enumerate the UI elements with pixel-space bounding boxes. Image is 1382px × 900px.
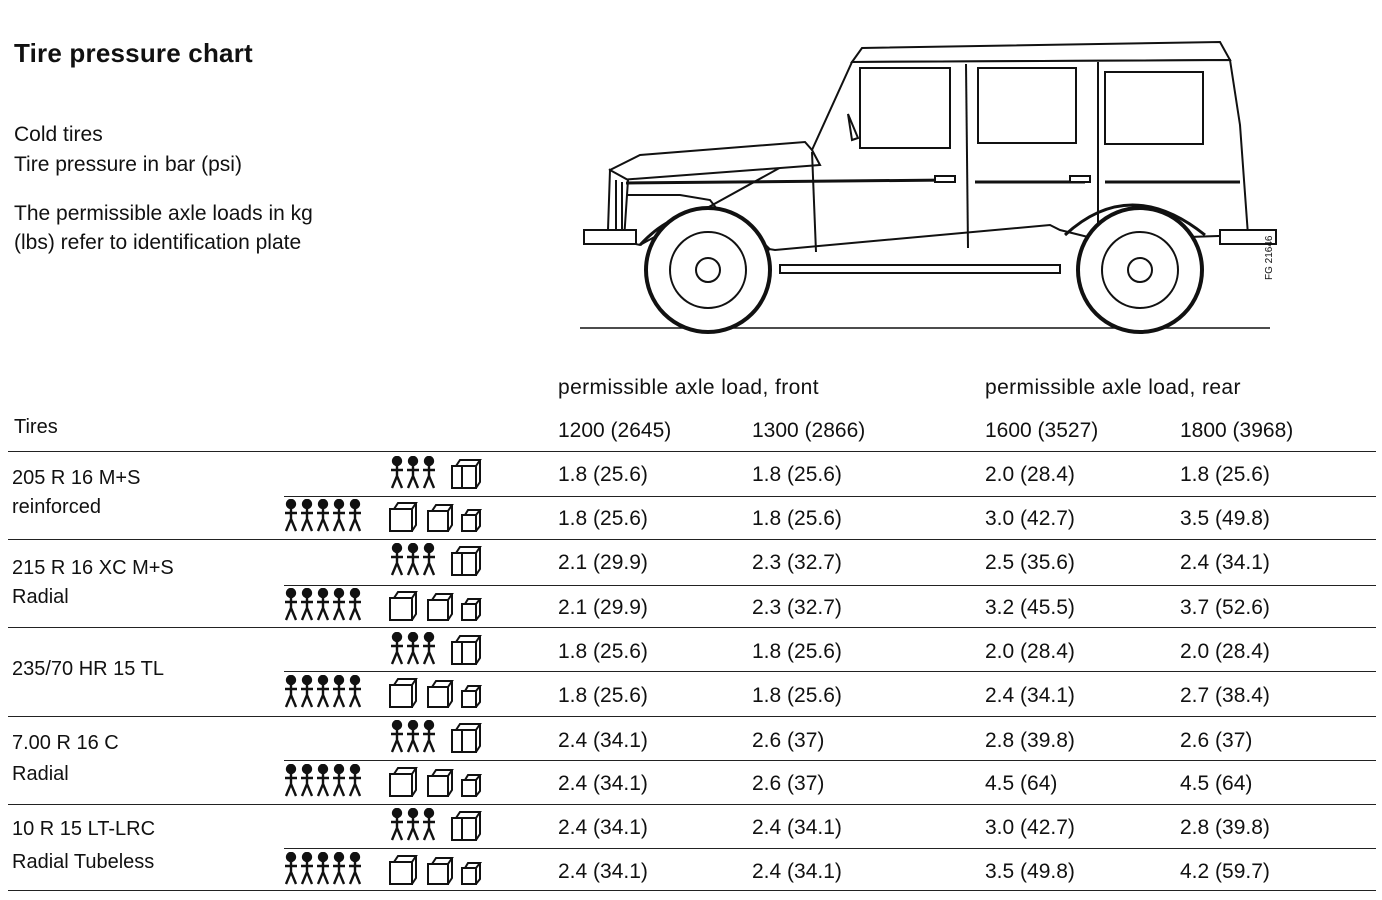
five-persons-three-suitcases-icon — [284, 675, 484, 709]
pressure-cell: 2.6 (37) — [752, 729, 825, 752]
intro-axle-note-2: (lbs) refer to identification plate — [14, 231, 302, 254]
vehicle-illustration — [580, 30, 1280, 335]
pressure-cell: 2.0 (28.4) — [985, 463, 1075, 486]
pressure-cell: 2.1 (29.9) — [558, 551, 648, 574]
table-rule — [284, 848, 1376, 849]
pressure-cell: 1.8 (25.6) — [558, 507, 648, 530]
tire-subname: reinforced — [12, 496, 101, 518]
three-persons-one-suitcase-icon — [390, 808, 486, 842]
pressure-cell: 3.5 (49.8) — [1180, 507, 1270, 530]
table-rule — [8, 539, 1376, 540]
pressure-cell: 3.2 (45.5) — [985, 596, 1075, 619]
pressure-cell: 2.7 (38.4) — [1180, 684, 1270, 707]
tire-name: 7.00 R 16 C — [12, 732, 119, 754]
intro-pressure-unit: Tire pressure in bar (psi) — [14, 153, 242, 176]
pressure-cell: 2.4 (34.1) — [558, 860, 648, 883]
tire-name: 215 R 16 XC M+S — [12, 557, 174, 579]
three-persons-one-suitcase-icon — [390, 632, 486, 666]
tire-subname: Radial — [12, 586, 69, 608]
pressure-cell: 3.0 (42.7) — [985, 507, 1075, 530]
pressure-cell: 1.8 (25.6) — [1180, 463, 1270, 486]
col-header-rear-1600: 1600 (3527) — [985, 419, 1099, 442]
figure-code: FG 21646 — [1264, 235, 1275, 280]
table-rule — [284, 496, 1376, 497]
five-persons-three-suitcases-icon — [284, 852, 484, 886]
pressure-cell: 2.6 (37) — [1180, 729, 1253, 752]
pressure-cell: 1.8 (25.6) — [558, 463, 648, 486]
pressure-cell: 2.0 (28.4) — [1180, 640, 1270, 663]
three-persons-one-suitcase-icon — [390, 543, 486, 577]
pressure-cell: 2.5 (35.6) — [985, 551, 1075, 574]
pressure-cell: 3.0 (42.7) — [985, 816, 1075, 839]
pressure-cell: 2.0 (28.4) — [985, 640, 1075, 663]
col-header-front-1300: 1300 (2866) — [752, 419, 866, 442]
pressure-cell: 2.6 (37) — [752, 772, 825, 795]
tires-column-header: Tires — [14, 416, 58, 438]
pressure-cell: 2.3 (32.7) — [752, 596, 842, 619]
pressure-cell: 2.4 (34.1) — [558, 816, 648, 839]
pressure-cell: 2.1 (29.9) — [558, 596, 648, 619]
five-persons-three-suitcases-icon — [284, 764, 484, 798]
tire-subname: Radial Tubeless — [12, 851, 155, 873]
rear-axle-header: permissible axle load, rear — [985, 376, 1241, 399]
pressure-cell: 4.2 (59.7) — [1180, 860, 1270, 883]
pressure-cell: 2.4 (34.1) — [558, 729, 648, 752]
tire-name: 10 R 15 LT-LRC — [12, 818, 156, 840]
table-rule — [284, 760, 1376, 761]
table-rule — [8, 451, 1376, 452]
front-axle-header: permissible axle load, front — [558, 376, 819, 399]
pressure-cell: 4.5 (64) — [1180, 772, 1253, 795]
pressure-cell: 2.4 (34.1) — [1180, 551, 1270, 574]
pressure-cell: 1.8 (25.6) — [558, 640, 648, 663]
table-rule — [8, 890, 1376, 891]
intro-cold-tires: Cold tires — [14, 123, 103, 146]
tire-name: 205 R 16 M+S — [12, 467, 141, 489]
pressure-cell: 2.8 (39.8) — [985, 729, 1075, 752]
pressure-cell: 2.4 (34.1) — [752, 816, 842, 839]
table-rule — [284, 671, 1376, 672]
col-header-front-1200: 1200 (2645) — [558, 419, 672, 442]
pressure-cell: 1.8 (25.6) — [752, 684, 842, 707]
tire-name: 235/70 HR 15 TL — [12, 658, 164, 680]
pressure-cell: 4.5 (64) — [985, 772, 1058, 795]
intro-axle-note-1: The permissible axle loads in kg — [14, 202, 313, 225]
col-header-rear-1800: 1800 (3968) — [1180, 419, 1294, 442]
pressure-cell: 2.3 (32.7) — [752, 551, 842, 574]
table-rule — [8, 627, 1376, 628]
pressure-cell: 3.5 (49.8) — [985, 860, 1075, 883]
five-persons-three-suitcases-icon — [284, 588, 484, 622]
three-persons-one-suitcase-icon — [390, 720, 486, 754]
pressure-cell: 2.4 (34.1) — [558, 772, 648, 795]
pressure-cell: 3.7 (52.6) — [1180, 596, 1270, 619]
five-persons-three-suitcases-icon — [284, 499, 484, 533]
pressure-cell: 1.8 (25.6) — [752, 507, 842, 530]
pressure-cell: 2.4 (34.1) — [752, 860, 842, 883]
table-rule — [8, 716, 1376, 717]
pressure-cell: 1.8 (25.6) — [752, 463, 842, 486]
pressure-cell: 1.8 (25.6) — [558, 684, 648, 707]
pressure-cell: 1.8 (25.6) — [752, 640, 842, 663]
pressure-cell: 2.8 (39.8) — [1180, 816, 1270, 839]
pressure-cell: 2.4 (34.1) — [985, 684, 1075, 707]
three-persons-one-suitcase-icon — [390, 456, 486, 490]
table-rule — [8, 804, 1376, 805]
page-title: Tire pressure chart — [14, 38, 253, 68]
tire-subname: Radial — [12, 763, 69, 785]
table-rule — [284, 585, 1376, 586]
